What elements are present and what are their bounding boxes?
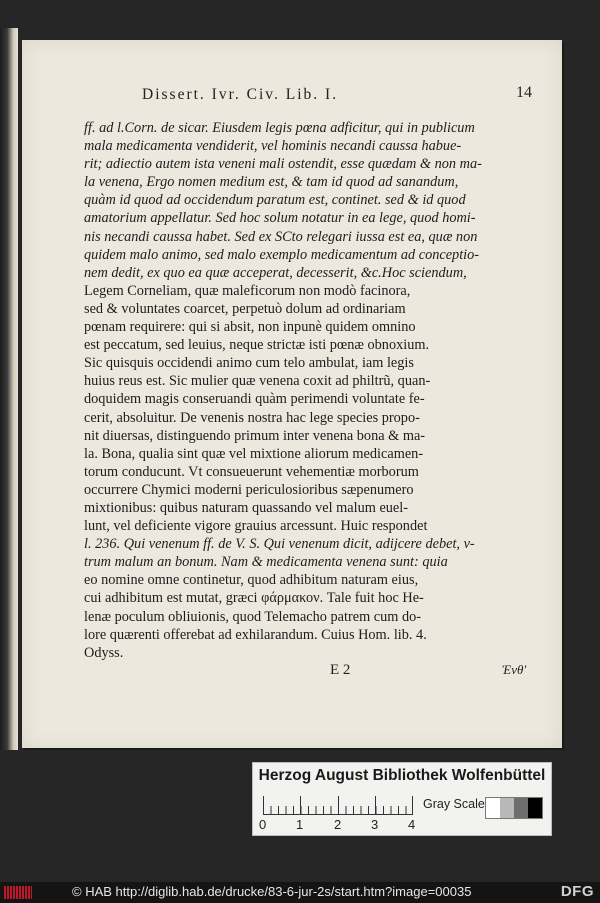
text-line: pœnam requirere: qui si absit, non inpunè quidem omnino [84, 319, 416, 336]
ruler-number: 1 [296, 817, 304, 832]
text-line: sed & voluntates coarcet, perpetuò dolum ad ordinariam [84, 300, 406, 317]
facing-page-edge [0, 28, 18, 750]
text-line: l. 236. Qui venenum ff. de V. S. Qui venenum dicit, adijcere debet, v- [84, 536, 475, 553]
running-head: Dissert. Ivr. Civ. Lib. I. [142, 86, 339, 103]
text-line: la. Bona, qualia sint quæ vel mixtione aliorum medicamen- [84, 445, 424, 462]
scale-ruler [263, 795, 413, 815]
signature-mark: E 2 [330, 662, 351, 678]
text-line: huius reus est. Sic mulier quæ venena coxit ad philtrũ, quan- [84, 373, 431, 390]
gray-swatch [528, 798, 542, 818]
text-line: occurrere Chymici moderni periculosioribus sæpenumero [84, 481, 414, 498]
text-line: cerit, absoluitur. De venenis nostra hac lege species propo- [84, 409, 420, 426]
gray-swatch [514, 798, 528, 818]
ruler-number: 2 [334, 817, 342, 832]
text-line: ff. ad l.Corn. de sicar. Eiusdem legis pœna adficitur, qui in publicum [84, 120, 475, 136]
text-line: mixtionibus: quibus naturam quassando vel malum euel- [84, 499, 409, 516]
text-line: lenæ poculum obliuionis, quod Telemacho patrem cum do- [84, 608, 422, 625]
gray-swatch [500, 798, 514, 818]
ruler-number: 4 [408, 817, 416, 832]
text-line: mala medicamenta vendiderit, vel hominis necandi caussa habue- [84, 138, 462, 155]
footer-credit: © HAB http://diglib.hab.de/drucke/83-6-jur-2s/start.htm?image=00035 [72, 884, 472, 899]
catchword: Ἐνθ' [502, 662, 527, 677]
text-line: quidem malo animo, sed malo exemplo medicamentum ad conceptio- [84, 246, 480, 263]
gray-swatch [486, 798, 500, 818]
gray-scale-swatches [485, 797, 543, 819]
body-text [84, 119, 520, 662]
text-line: torum conducunt. Vt consueuerunt vehementiæ morborum [84, 463, 419, 480]
text-line: nem dedit, ex quo ea quæ acceperat, decesserit, &c.Hoc sciendum, [84, 264, 467, 281]
text-line: la venena, Ergo nomen medium est, & tam id quod ad sanandum, [84, 174, 459, 191]
text-line: Legem Corneliam, quæ maleficorum non modò facinora, [84, 282, 411, 299]
text-line: cui adhibitum est mutat, græci φάρμακον. Tale fuit hoc He- [84, 590, 424, 607]
text-line: eo nomine omne continetur, quod adhibitum naturam eius, [84, 572, 419, 589]
gray-scale-label: Gray Scale [423, 797, 485, 811]
text-line: Odyss. [84, 644, 124, 661]
page-number: 14 [516, 84, 532, 101]
text-line: trum malum an bonum. Nam & medicamenta venena sunt: quia [84, 554, 448, 571]
text-line: quàm id quod ad occidendum paratum est, continet. sed & id quod [84, 192, 466, 209]
footer-bar [0, 882, 600, 903]
text-line: est peccatum, sed leuius, neque strictæ isti pœnæ obnoxium. [84, 337, 430, 354]
hab-logo-icon [4, 886, 32, 899]
text-line: Sic quisquis occidendi animo cum telo ambulat, iam legis [84, 355, 414, 372]
text-line: amatorium appellatur. Sed hoc solum notatur in ea lege, quod homi- [84, 210, 476, 227]
text-line: nit diuersas, distinguendo primum inter venena bona & ma- [84, 427, 426, 444]
ruler-number: 3 [371, 817, 379, 832]
text-line: rit; adiectio autem ista veneni mali ostendit, esse quædam & non ma- [84, 156, 482, 173]
text-line: nis necandi caussa habet. Sed ex SCto relegari iussa est ea, quæ non [84, 228, 478, 245]
library-name: Herzog August Bibliothek Wolfenbüttel [258, 767, 546, 784]
ruler-number: 0 [259, 817, 267, 832]
text-line: lunt, vel deficiente vigore grauius arcessunt. Huic respondet [84, 518, 428, 535]
text-line: lore quærenti offerebat ad exhilarandum. Cuius Hom. lib. 4. [84, 626, 427, 643]
dfg-logo: DFG [560, 883, 594, 900]
text-line: doquidem magis conseruandi quàm perimendi voluntate fe- [84, 391, 425, 408]
book-page [22, 40, 562, 748]
color-calibration-bar [252, 762, 552, 836]
